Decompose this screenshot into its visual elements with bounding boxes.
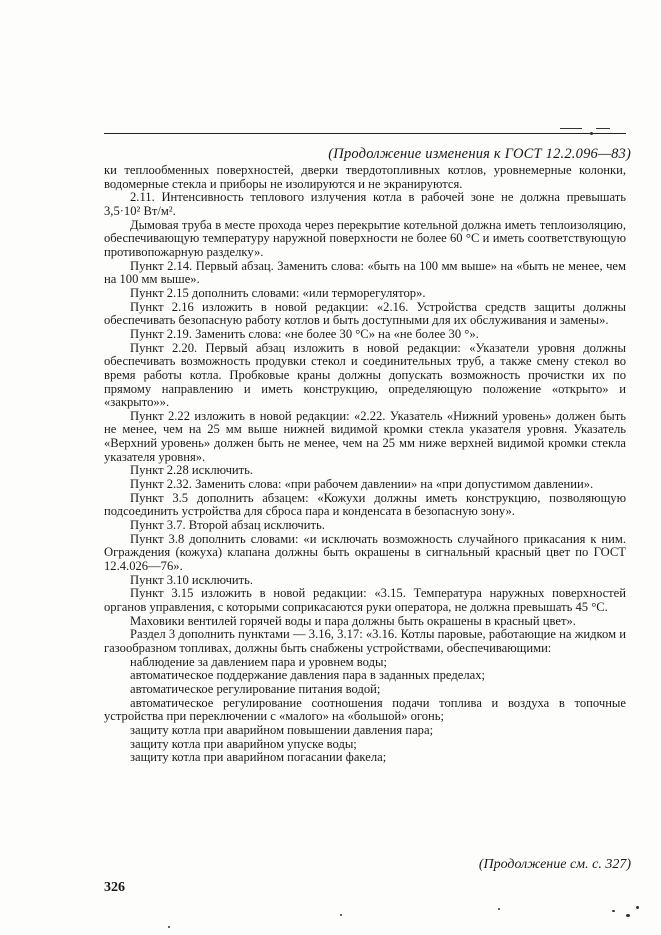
scan-speck bbox=[636, 906, 639, 909]
paragraph: Пункт 3.8 дополнить словами: «и исключать возможность случайного прикасания к ним. Ограждения (кожуха) клапана должны быть окрашены в сигнальный красный цвет по ГОСТ 12.4.026—76». bbox=[104, 531, 626, 574]
paragraph: Пункт 2.22 изложить в новой редакции: «2.22. Указатель «Нижний уровень» должен быть не менее, чем на 25 мм выше нижней видимой кромки стекла указателя уровня. Указатель «Верхний уровень» должен быть не менее, чем на 25 мм ниже верхней видимой кромки стекла указателя уровня». bbox=[104, 408, 626, 464]
paragraph: Пункт 2.32. Заменить слова: «при рабочем давлении» на «при допустимом давлении». bbox=[130, 477, 594, 492]
paragraph: Пункт 2.16 изложить в новой редакции: «2.16. Устройства средств защиты должны обеспечивать безопасную работу котлов и быть доступными для их обслуживания и замены». bbox=[104, 299, 626, 328]
scan-speck bbox=[612, 910, 615, 912]
paragraph: Пункт 2.19. Заменить слова: «не более 30 °С» на «не более 30 °». bbox=[130, 326, 479, 341]
paragraph: Пункт 2.15 дополнить словами: «или терморегулятор». bbox=[130, 285, 426, 300]
footer-continuation: (Продолжение см. с. 327) bbox=[478, 857, 631, 872]
paragraph: Пункт 3.15 изложить в новой редакции: «3.15. Температура наружных поверхностей органов управления, с которыми соприкасаются руки оператора, не должна превышать 45 °С. bbox=[104, 586, 626, 614]
rule-dash bbox=[596, 128, 610, 129]
page-number: 326 bbox=[104, 880, 125, 895]
paragraph: Пункт 3.5 дополнить абзацем: «Кожухи должны иметь конструкцию, позволяющую подсоединить устройства для сброса пара и конденсата в безопасную зону». bbox=[104, 490, 626, 519]
paragraph: 2.11. Интенсивность теплового излучения котла в рабочей зоне не должна превышать 3,5·10² Вт/м². bbox=[104, 190, 626, 218]
paragraph: Дымовая труба в месте прохода через перекрытие котельной должна иметь теплоизоляцию, обеспечивающую температуру наружной поверхности не более 60 °С и иметь соответствующую противопожарную разделку». bbox=[104, 217, 626, 259]
list-item: автоматическое поддержание давления пара в заданных пределах; bbox=[130, 668, 485, 683]
paragraph: Пункт 2.14. Первый абзац. Заменить слова: «быть на 100 мм выше» на «быть не менее, чем на 100 мм выше». bbox=[104, 258, 626, 287]
scan-speck bbox=[626, 914, 630, 917]
paragraph: Пункт 2.28 исключить. bbox=[130, 463, 254, 478]
scan-speck bbox=[590, 132, 593, 135]
paragraph: Пункт 3.7. Второй абзац исключить. bbox=[130, 518, 325, 533]
paragraph: ки теплообменных поверхностей, дверки твердотопливных котлов, уровнемерные колонки, водомерные стекла и приборы не изолируются и не экранируются. bbox=[104, 163, 626, 191]
scan-speck bbox=[498, 908, 500, 910]
list-item: автоматическое регулирование питания водой; bbox=[130, 681, 381, 696]
list-item: защиту котла при аварийном погасании факела; bbox=[130, 750, 387, 765]
continuation-header: (Продолжение изменения к ГОСТ 12.2.096—83) bbox=[328, 146, 631, 162]
paragraph: Маховики вентилей горячей воды и пара должны быть окрашены в красный цвет». bbox=[130, 613, 576, 628]
list-item: защиту котла при аварийном упуске воды; bbox=[130, 736, 357, 751]
document-body bbox=[104, 164, 626, 765]
scan-speck bbox=[168, 926, 170, 928]
paragraph: Раздел 3 дополнить пунктами — 3.16, 3.17: «3.16. Котлы паровые, работающие на жидком и газообразном топливах, должны быть снабжены устройствами, обеспечивающими: bbox=[104, 627, 626, 655]
scan-speck bbox=[340, 914, 342, 916]
list-item: наблюдение за давлением пара и уровнем воды; bbox=[130, 654, 387, 669]
paragraph: Пункт 2.20. Первый абзац изложить в новой редакции: «Указатели уровня должны обеспечивать возможность продувки стекол и соединительных труб, а также смену стекол во время работы котла. Пробковые краны должны допускать возможность прочистки их по прямому направлению и иметь конструкцию, определяющую положение «открыто» и «закрыто»». bbox=[104, 340, 626, 410]
list-item: защиту котла при аварийном повышении давления пара; bbox=[130, 722, 434, 737]
paragraph: Пункт 3.10 исключить. bbox=[130, 572, 254, 587]
top-rule bbox=[104, 133, 626, 134]
list-item: автоматическое регулирование соотношения подачи топлива и воздуха в топочные устройства при переключении с «малого» на «большой» огонь; bbox=[104, 695, 626, 724]
rule-dash bbox=[560, 128, 582, 129]
